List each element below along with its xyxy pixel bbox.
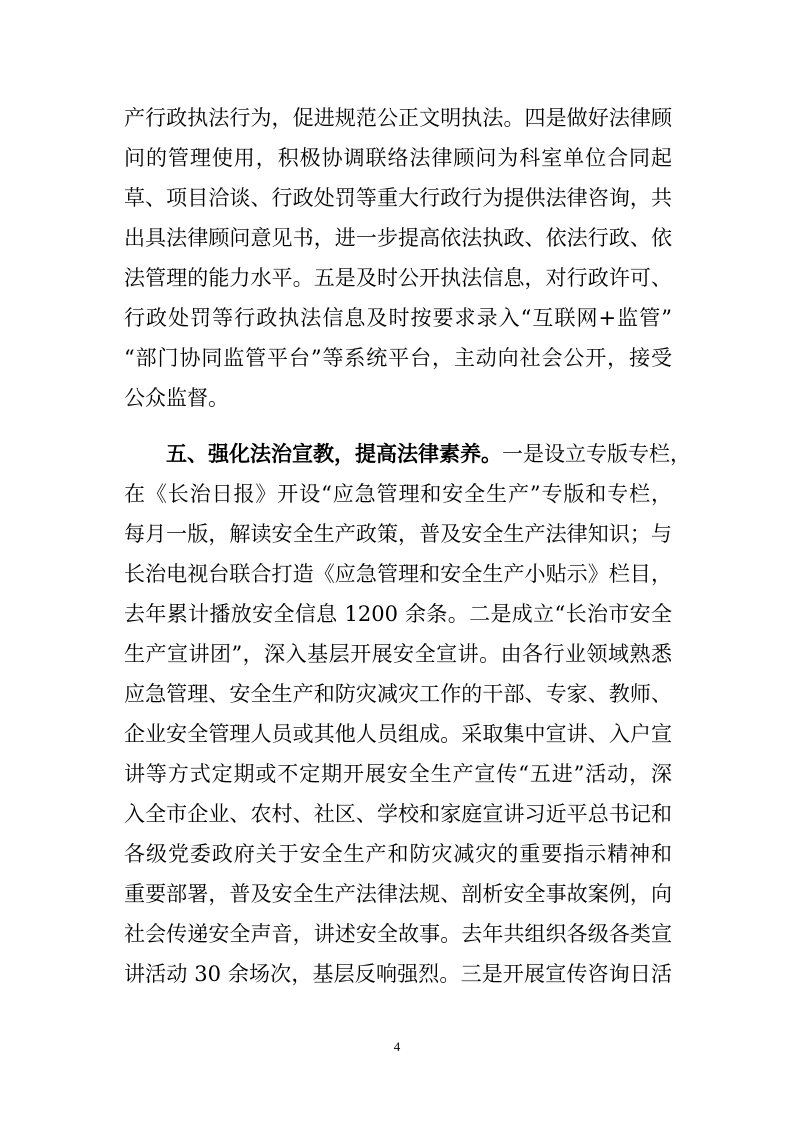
section-first-line-text: 一是设立专版专栏， — [502, 442, 691, 466]
paragraph-line: 入全市企业、农村、社区、学校和家庭宣讲习近平总书记和 — [124, 802, 672, 826]
paragraph-line: 讲等方式定期或不定期开展安全生产宣传“五进”活动，深 — [124, 762, 672, 786]
paragraph-line: 产行政执法行为，促进规范公正文明执法。四是做好法律顾 — [124, 106, 672, 130]
paragraph-line: 问的管理使用，积极协调联络法律顾问为科室单位合同起 — [124, 146, 672, 170]
page-number: 4 — [393, 1039, 401, 1054]
paragraph-line: 行政处罚等行政执法信息及时按要求录入“互联网+监管” — [124, 306, 672, 330]
paragraph-line: 企业安全管理人员或其他人员组成。采取集中宣讲、入户宣 — [124, 722, 672, 746]
paragraph-line: 重要部署，普及安全生产法律法规、剖析安全事故案例，向 — [124, 882, 672, 906]
paragraph-line: 草、项目洽谈、行政处罚等重大行政行为提供法律咨询，共 — [124, 186, 672, 210]
section-heading: 五、强化法治宣教，提高法律素养。 — [166, 441, 502, 466]
paragraph-line: 长治电视台联合打造《应急管理和安全生产小贴示》栏目， — [124, 562, 672, 586]
paragraph-line: 生产宣讲团”，深入基层开展安全宣讲。由各行业领域熟悉 — [124, 642, 672, 666]
paragraph-line: “部门协同监管平台”等系统平台，主动向社会公开，接受 — [124, 346, 672, 370]
paragraph-line: 出具法律顾问意见书，进一步提高依法执政、依法行政、依 — [124, 226, 672, 250]
paragraph-line: 在《长治日报》开设“应急管理和安全生产”专版和专栏， — [124, 482, 672, 506]
paragraph-line: 法管理的能力水平。五是及时公开执法信息，对行政许可、 — [124, 266, 672, 290]
section-first-line — [166, 434, 691, 474]
paragraph-line: 讲活动 30 余场次，基层反响强烈。三是开展宣传咨询日活 — [124, 962, 672, 986]
paragraph-line: 每月一版，解读安全生产政策，普及安全生产法律知识；与 — [124, 522, 672, 546]
paragraph-line: 各级党委政府关于安全生产和防灾减灾的重要指示精神和 — [124, 842, 672, 866]
paragraph-line: 公众监督。 — [124, 386, 229, 410]
paragraph-line: 社会传递安全声音，讲述安全故事。去年共组织各级各类宣 — [124, 922, 672, 946]
paragraph-line: 去年累计播放安全信息 1200 余条。二是成立“长治市安全 — [124, 602, 672, 626]
paragraph-line: 应急管理、安全生产和防灾减灾工作的干部、专家、教师、 — [124, 682, 672, 706]
